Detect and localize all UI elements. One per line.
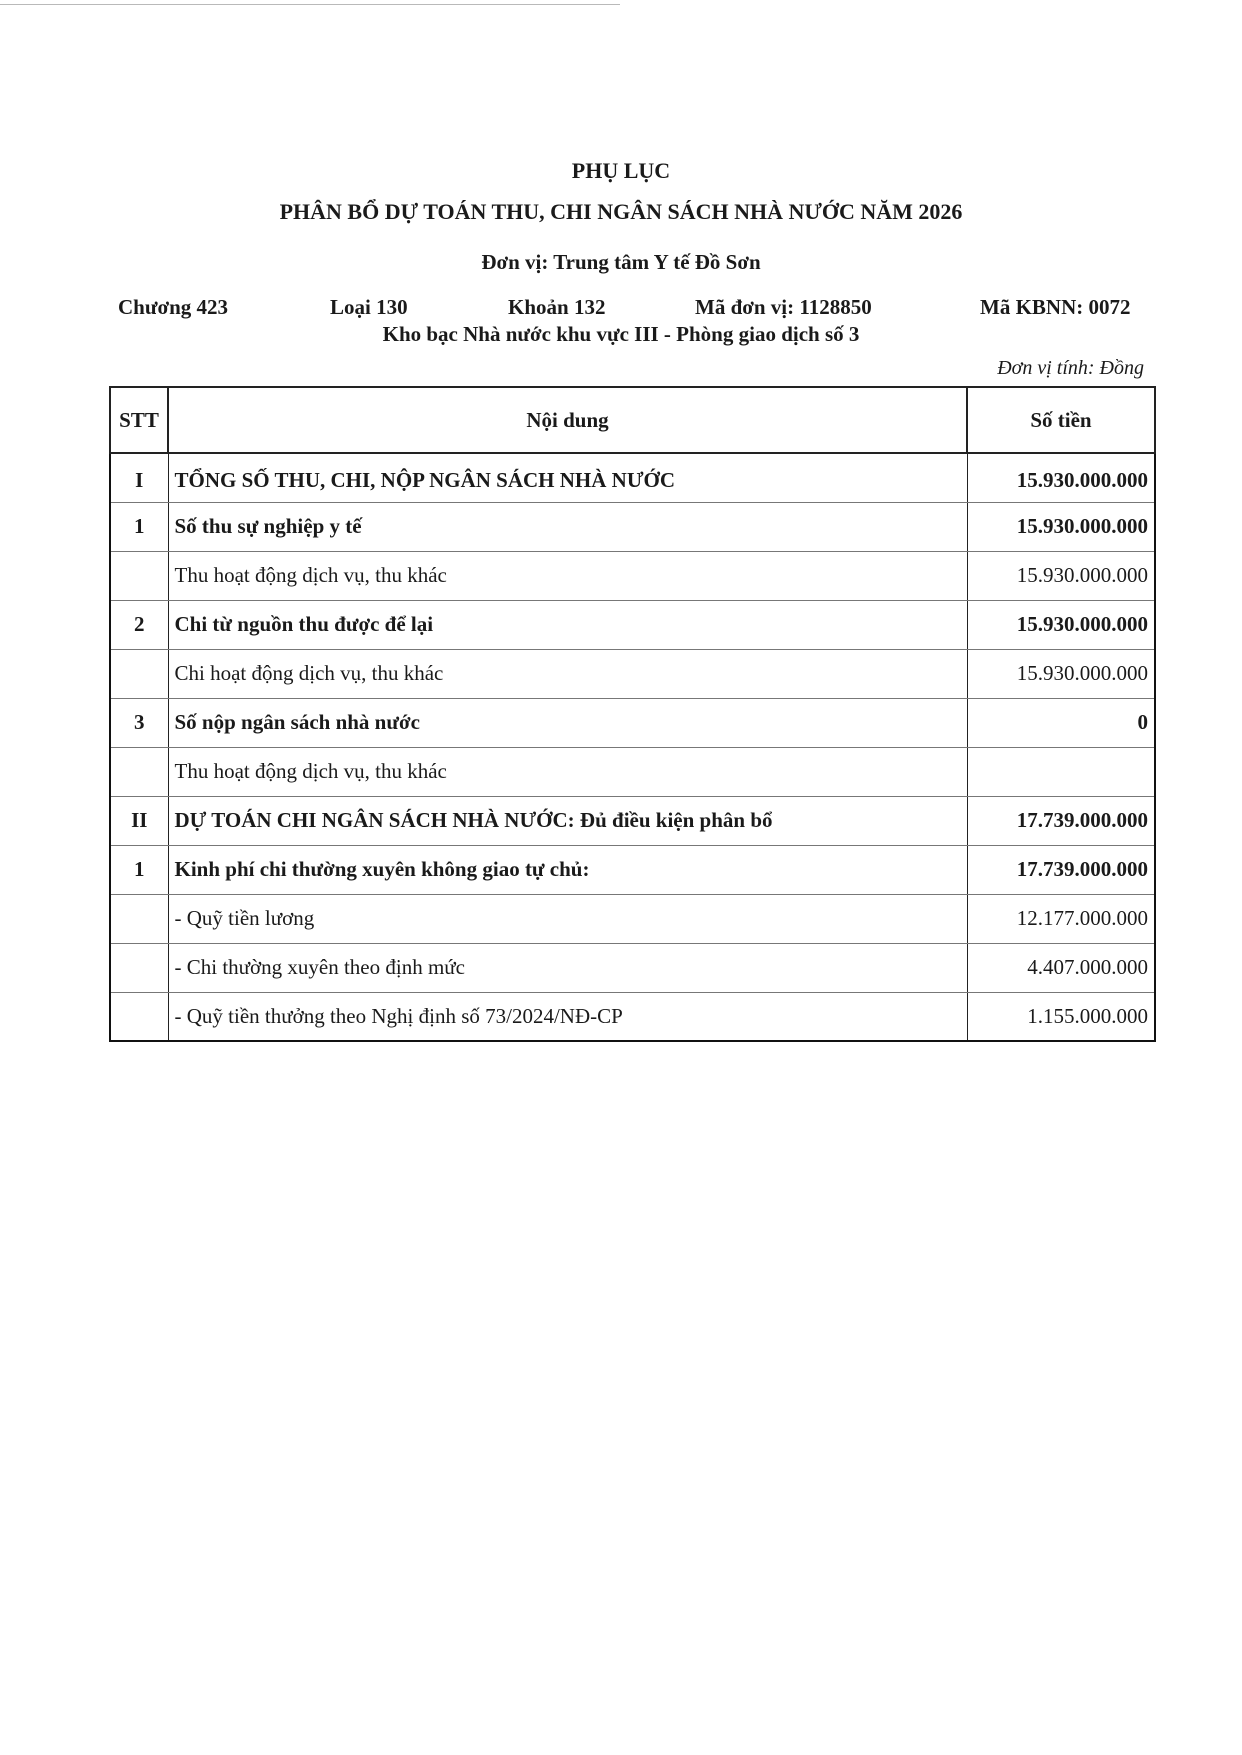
row-amount-cell	[967, 747, 1155, 796]
row-content-cell: - Quỹ tiền lương	[168, 894, 967, 943]
loai-label: Loại 130	[330, 295, 408, 319]
row-content-cell: Chi hoạt động dịch vụ, thu khác	[168, 649, 967, 698]
row-amount-cell: 17.739.000.000	[967, 845, 1155, 894]
table-row	[110, 894, 1155, 943]
scan-edge-line	[0, 4, 620, 5]
column-header-content: Nội dung	[168, 387, 967, 453]
currency-unit-label: Đơn vị tính: Đồng	[997, 357, 1144, 379]
row-amount-cell: 17.739.000.000	[967, 796, 1155, 845]
row-stt-cell	[110, 894, 168, 943]
table-row	[110, 747, 1155, 796]
column-header-amount: Số tiền	[967, 387, 1155, 453]
khoan-label: Khoản 132	[508, 295, 606, 319]
row-stt-cell	[110, 992, 168, 1041]
table-row	[110, 943, 1155, 992]
row-stt-cell: 2	[110, 600, 168, 649]
row-stt-cell	[110, 747, 168, 796]
row-content-cell: Kinh phí chi thường xuyên không giao tự chủ:	[168, 845, 967, 894]
table-row	[110, 600, 1155, 649]
row-stt-cell	[110, 551, 168, 600]
ma-don-vi-label: Mã đơn vị: 1128850	[695, 295, 872, 319]
row-amount-cell: 15.930.000.000	[967, 649, 1155, 698]
row-amount-cell: 15.930.000.000	[967, 453, 1155, 502]
table-row	[110, 453, 1155, 502]
unit-name: Đơn vị: Trung tâm Y tế Đồ Sơn	[481, 250, 761, 274]
chuong-label: Chương 423	[118, 295, 229, 319]
table-row	[110, 845, 1155, 894]
row-stt-cell: 3	[110, 698, 168, 747]
row-amount-cell: 0	[967, 698, 1155, 747]
row-content-cell: Chi từ nguồn thu được để lại	[168, 600, 967, 649]
row-content-cell: Thu hoạt động dịch vụ, thu khác	[168, 747, 967, 796]
row-stt-cell	[110, 649, 168, 698]
table-row	[110, 649, 1155, 698]
budget-table	[109, 386, 1156, 1042]
column-header-stt: STT	[110, 387, 168, 453]
row-amount-cell: 12.177.000.000	[967, 894, 1155, 943]
document-subtitle: PHÂN BỔ DỰ TOÁN THU, CHI NGÂN SÁCH NHÀ NƯỚC NĂM 2026	[279, 199, 963, 224]
row-amount-cell: 4.407.000.000	[967, 943, 1155, 992]
row-amount-cell: 15.930.000.000	[967, 502, 1155, 551]
row-content-cell: - Chi thường xuyên theo định mức	[168, 943, 967, 992]
row-content-cell: Số thu sự nghiệp y tế	[168, 502, 967, 551]
row-amount-cell: 15.930.000.000	[967, 600, 1155, 649]
row-content-cell: DỰ TOÁN CHI NGÂN SÁCH NHÀ NƯỚC: Đủ điều kiện phân bổ	[168, 796, 967, 845]
row-content-cell: Số nộp ngân sách nhà nước	[168, 698, 967, 747]
table-row	[110, 992, 1155, 1041]
row-amount-cell: 1.155.000.000	[967, 992, 1155, 1041]
table-row	[110, 698, 1155, 747]
table-header-row	[110, 387, 1155, 453]
document-title: PHỤ LỤC	[571, 158, 671, 183]
row-amount-cell: 15.930.000.000	[967, 551, 1155, 600]
row-stt-cell: II	[110, 796, 168, 845]
row-stt-cell	[110, 943, 168, 992]
table-row	[110, 502, 1155, 551]
kho-bac-label: Kho bạc Nhà nước khu vực III - Phòng giao dịch số 3	[382, 322, 860, 346]
row-content-cell: - Quỹ tiền thưởng theo Nghị định số 73/2024/NĐ-CP	[168, 992, 967, 1041]
row-content-cell: TỔNG SỐ THU, CHI, NỘP NGÂN SÁCH NHÀ NƯỚC	[168, 453, 967, 502]
row-content-cell: Thu hoạt động dịch vụ, thu khác	[168, 551, 967, 600]
row-stt-cell: I	[110, 453, 168, 502]
table-row	[110, 551, 1155, 600]
row-stt-cell: 1	[110, 502, 168, 551]
table-row	[110, 796, 1155, 845]
ma-kbnn-label: Mã KBNN: 0072	[980, 295, 1131, 319]
row-stt-cell: 1	[110, 845, 168, 894]
